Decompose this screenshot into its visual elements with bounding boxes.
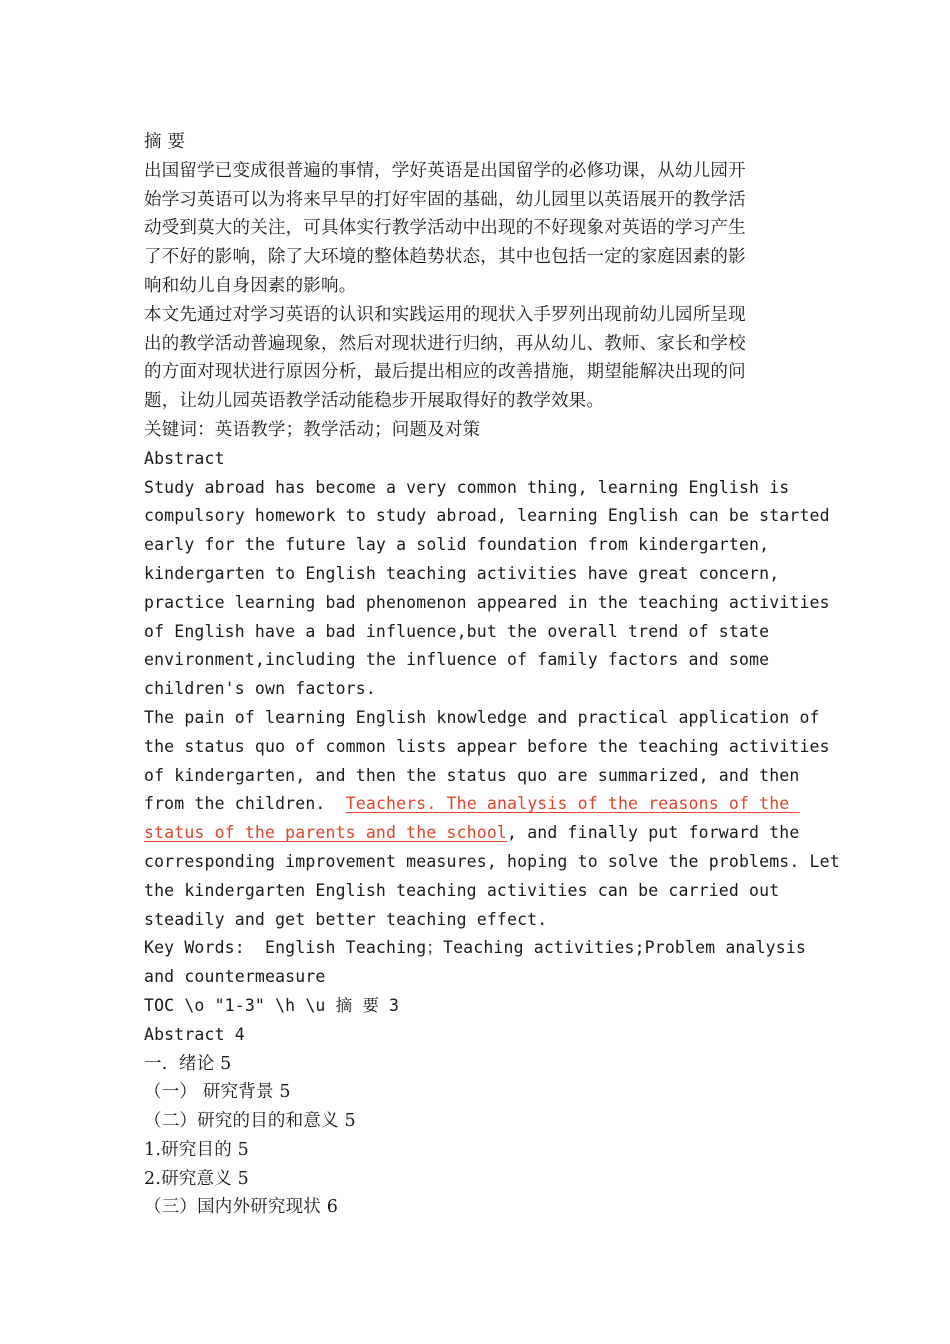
en-abstract-heading: Abstract bbox=[144, 448, 225, 468]
zh-para2-line-3: 的方面对现状进行原因分析，最后提出相应的改善措施，期望能解决出现的问 bbox=[144, 362, 746, 383]
zh-para1-line-5: 响和幼儿自身因素的影响。 bbox=[144, 275, 357, 296]
en-para2-line-5-text: , and finally put forward the bbox=[507, 823, 800, 843]
document-page bbox=[144, 128, 840, 1222]
en-para2-line-3: of kindergarten, and then the status quo are summarized, and then bbox=[144, 765, 800, 785]
en-para2-line-1: The pain of learning English knowledge and practical application of bbox=[144, 707, 820, 727]
zh-para1-line-1: 出国留学已变成很普遍的事情，学好英语是出国留学的必修功课，从幼儿园开 bbox=[144, 160, 746, 181]
en-para2-line-8: steadily and get better teaching effect. bbox=[144, 909, 548, 929]
en-para1-line-7: environment,including the influence of family factors and some bbox=[144, 650, 770, 670]
zh-para2-line-4: 题，让幼儿园英语教学活动能稳步开展取得好的教学效果。 bbox=[144, 391, 605, 412]
en-para1-line-1: Study abroad has become a very common thing, learning English is bbox=[144, 477, 790, 497]
highlighted-link-part-2[interactable]: status of the parents and the school bbox=[144, 823, 508, 843]
en-para1-line-6: of English have a bad influence,but the overall trend of state bbox=[144, 621, 770, 641]
zh-para2-line-2: 出的教学活动普遍现象，然后对现状进行归纳，再从幼儿、教师、家长和学校 bbox=[144, 333, 746, 354]
en-para2-line-7: the kindergarten English teaching activities can be carried out bbox=[144, 880, 780, 900]
toc-entry-research-background[interactable]: （一） 研究背景 5 bbox=[144, 1082, 291, 1103]
toc-entry-research-status[interactable]: （三）国内外研究现状 6 bbox=[144, 1197, 339, 1218]
en-para1-line-8: children's own factors. bbox=[144, 679, 376, 699]
zh-keywords: 关键词：英语教学；教学活动；问题及对策 bbox=[144, 419, 481, 440]
toc-entry-introduction[interactable]: 一. 绪论 5 bbox=[144, 1053, 232, 1074]
toc-entry-research-significance[interactable]: 2.研究意义 5 bbox=[144, 1168, 249, 1189]
zh-abstract-heading: 摘 要 bbox=[144, 132, 186, 152]
en-para1-line-5: practice learning bad phenomenon appeared in the teaching activities bbox=[144, 592, 830, 612]
zh-para1-line-2: 始学习英语可以为将来早早的打好牢固的基础，幼儿园里以英语展开的教学活 bbox=[144, 189, 746, 210]
toc-entry-purpose-significance[interactable]: （二）研究的目的和意义 5 bbox=[144, 1111, 356, 1132]
zh-para1-line-3: 动受到莫大的关注，可具体实行教学活动中出现的不好现象对英语的学习产生 bbox=[144, 218, 746, 239]
zh-para1-line-4: 了不好的影响，除了大环境的整体趋势状态，其中也包括一定的家庭因素的影 bbox=[144, 247, 746, 268]
en-para2-line-2: the status quo of common lists appear before the teaching activities bbox=[144, 736, 830, 756]
toc-entry-abstract[interactable]: Abstract 4 bbox=[144, 1024, 245, 1044]
zh-para2-line-1: 本文先通过对学习英语的认识和实践运用的现状入手罗列出现前幼儿园所呈现 bbox=[144, 304, 746, 325]
en-para2-line-4 bbox=[144, 790, 810, 819]
toc-entry-research-purpose[interactable]: 1.研究目的 5 bbox=[144, 1139, 249, 1160]
en-para1-line-2: compulsory homework to study abroad, learning English can be started bbox=[144, 506, 830, 526]
toc-field-code[interactable]: TOC \o "1-3" \h \u 摘 要 3 bbox=[144, 995, 400, 1015]
en-keywords-line-2: and countermeasure bbox=[144, 967, 326, 987]
highlighted-link-part-1[interactable]: Teachers. The analysis of the reasons of the bbox=[345, 794, 800, 814]
en-para1-line-3: early for the future lay a solid foundation from kindergarten, bbox=[144, 535, 770, 555]
en-para2-line-6: corresponding improvement measures, hoping to solve the problems. Let bbox=[144, 851, 840, 871]
en-para1-line-4: kindergarten to English teaching activities have great concern, bbox=[144, 563, 780, 583]
en-para2-line-4-text: from the children. bbox=[144, 794, 346, 814]
en-para2-line-5 bbox=[144, 819, 810, 848]
en-keywords-line-1: Key Words: English Teaching；Teaching activities;Problem analysis bbox=[144, 938, 807, 958]
